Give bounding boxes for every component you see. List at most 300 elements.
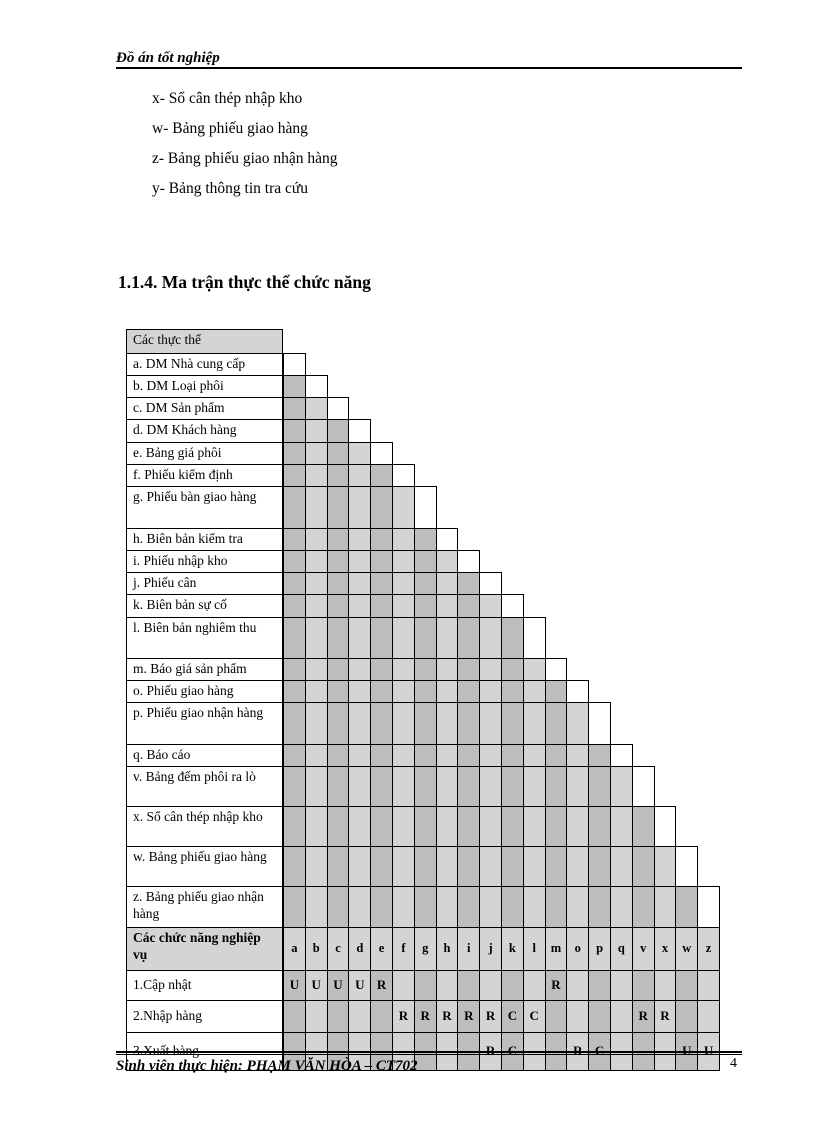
matrix-cell bbox=[327, 594, 350, 618]
matrix-cell bbox=[348, 806, 371, 847]
function-mark: U bbox=[311, 977, 321, 992]
matrix-cell bbox=[610, 806, 633, 847]
list-item: z- Bảng phiếu giao nhận hàng bbox=[152, 150, 338, 167]
matrix-cell bbox=[392, 658, 415, 681]
matrix-cell bbox=[436, 744, 459, 767]
matrix-cell bbox=[283, 528, 306, 551]
matrix-cell bbox=[436, 766, 459, 807]
matrix-cell bbox=[370, 594, 393, 618]
matrix-cell bbox=[566, 680, 589, 703]
matrix-cell bbox=[501, 806, 524, 847]
matrix-cell bbox=[610, 744, 633, 767]
matrix-cell bbox=[327, 658, 350, 681]
matrix-cell bbox=[305, 464, 328, 487]
matrix-cell bbox=[370, 658, 393, 681]
matrix-cell bbox=[370, 550, 393, 573]
matrix-cell bbox=[283, 846, 306, 887]
matrix-cell bbox=[392, 617, 415, 659]
column-header: a bbox=[283, 927, 306, 971]
matrix-cell bbox=[305, 766, 328, 807]
matrix-cell bbox=[305, 886, 328, 928]
matrix-cell bbox=[327, 846, 350, 887]
matrix-cell bbox=[501, 594, 524, 618]
matrix-cell bbox=[283, 442, 306, 465]
function-mark bbox=[370, 1000, 393, 1033]
matrix-cell bbox=[414, 744, 437, 767]
matrix-cell bbox=[327, 702, 350, 745]
matrix-cell bbox=[305, 397, 328, 420]
column-header: e bbox=[370, 927, 393, 971]
matrix-cell bbox=[414, 702, 437, 745]
matrix-cell bbox=[370, 528, 393, 551]
column-header: i bbox=[457, 927, 480, 971]
matrix-cell bbox=[632, 806, 655, 847]
function-mark: R bbox=[573, 1043, 583, 1058]
function-mark bbox=[566, 970, 589, 1001]
matrix-cell bbox=[457, 550, 480, 573]
matrix-cell bbox=[348, 846, 371, 887]
matrix-cell bbox=[545, 886, 568, 928]
function-mark: U bbox=[289, 977, 300, 992]
entity-row-label: w. Bảng phiếu giao hàng bbox=[126, 846, 283, 887]
matrix-cell bbox=[327, 528, 350, 551]
function-mark: R bbox=[420, 1008, 430, 1023]
matrix-cell bbox=[588, 766, 611, 807]
matrix-cell bbox=[479, 594, 502, 618]
footer-rule-thin bbox=[116, 1054, 742, 1055]
matrix-cell bbox=[457, 594, 480, 618]
matrix-cell bbox=[348, 594, 371, 618]
matrix-cell bbox=[392, 702, 415, 745]
matrix-cell bbox=[348, 658, 371, 681]
matrix-cell bbox=[327, 680, 350, 703]
matrix-cell bbox=[348, 572, 371, 595]
matrix-cell bbox=[305, 744, 328, 767]
matrix-cell bbox=[283, 572, 306, 595]
matrix-cell bbox=[523, 617, 546, 659]
entity-row-label: p. Phiếu giao nhận hàng bbox=[126, 702, 283, 745]
function-mark: U bbox=[682, 1043, 692, 1058]
matrix-cell bbox=[588, 886, 611, 928]
matrix-cell bbox=[414, 886, 437, 928]
matrix-cell bbox=[523, 702, 546, 745]
matrix-cell bbox=[501, 658, 524, 681]
matrix-cell bbox=[654, 846, 677, 887]
matrix-cell bbox=[305, 528, 328, 551]
matrix-cell bbox=[654, 886, 677, 928]
section-title: 1.1.4. Ma trận thực thể chức năng bbox=[118, 272, 371, 292]
matrix-cell bbox=[566, 806, 589, 847]
entity-row-label: q. Báo cáo bbox=[126, 744, 283, 767]
function-mark bbox=[501, 970, 524, 1001]
matrix-cell bbox=[566, 886, 589, 928]
column-header: g bbox=[414, 927, 437, 971]
function-mark bbox=[457, 970, 480, 1001]
matrix-cell bbox=[370, 766, 393, 807]
matrix-cell bbox=[523, 846, 546, 887]
function-mark bbox=[697, 1000, 720, 1033]
entity-row-label: v. Bảng đếm phôi ra lò bbox=[126, 766, 283, 807]
matrix-cell bbox=[370, 680, 393, 703]
matrix-cell bbox=[283, 375, 306, 398]
matrix-cell bbox=[327, 617, 350, 659]
matrix-cell bbox=[348, 702, 371, 745]
function-mark bbox=[283, 1000, 306, 1033]
matrix-cell bbox=[436, 886, 459, 928]
matrix-cell bbox=[414, 806, 437, 847]
matrix-cell bbox=[675, 886, 698, 928]
matrix-cell bbox=[370, 486, 393, 529]
matrix-cell bbox=[305, 617, 328, 659]
entity-row-label: c. DM Sản phẩm bbox=[126, 397, 283, 420]
matrix-cell bbox=[327, 550, 350, 573]
matrix-cell bbox=[479, 806, 502, 847]
page-number: 4 bbox=[730, 1056, 737, 1071]
matrix-cell bbox=[283, 766, 306, 807]
matrix-cell bbox=[523, 680, 546, 703]
matrix-cell bbox=[414, 680, 437, 703]
list-item: y- Bảng thông tin tra cứu bbox=[152, 180, 309, 197]
matrix-cell bbox=[283, 550, 306, 573]
functions-header-label: Các chức năng nghiệp vụ bbox=[126, 927, 283, 971]
function-mark: C bbox=[594, 1043, 605, 1058]
matrix-cell bbox=[392, 528, 415, 551]
matrix-cell bbox=[348, 766, 371, 807]
matrix-cell bbox=[654, 806, 677, 847]
matrix-cell bbox=[327, 464, 350, 487]
matrix-cell bbox=[370, 846, 393, 887]
matrix-cell bbox=[392, 886, 415, 928]
matrix-cell bbox=[414, 528, 437, 551]
matrix-cell bbox=[392, 766, 415, 807]
matrix-cell bbox=[523, 744, 546, 767]
matrix-cell bbox=[501, 617, 524, 659]
matrix-cell bbox=[283, 353, 306, 376]
function-mark: R bbox=[464, 1008, 474, 1023]
matrix-cell bbox=[392, 464, 415, 487]
column-header: k bbox=[501, 927, 524, 971]
matrix-cell bbox=[348, 486, 371, 529]
matrix-cell bbox=[632, 766, 655, 807]
matrix-cell bbox=[457, 886, 480, 928]
matrix-cell bbox=[523, 886, 546, 928]
matrix-cell bbox=[610, 846, 633, 887]
matrix-cell bbox=[327, 572, 350, 595]
list-item: x- Sổ cân thép nhập kho bbox=[152, 90, 303, 107]
function-mark: R bbox=[551, 977, 561, 992]
matrix-cell bbox=[305, 658, 328, 681]
matrix-cell bbox=[327, 397, 350, 420]
matrix-cell bbox=[501, 886, 524, 928]
matrix-cell bbox=[457, 806, 480, 847]
matrix-cell bbox=[588, 806, 611, 847]
entity-row-label: a. DM Nhà cung cấp bbox=[126, 353, 283, 376]
function-row-label: 2.Nhập hàng bbox=[126, 1000, 283, 1033]
function-mark: R bbox=[376, 977, 387, 992]
matrix-cell bbox=[305, 702, 328, 745]
matrix-cell bbox=[283, 658, 306, 681]
matrix-cell bbox=[305, 550, 328, 573]
matrix-cell bbox=[327, 886, 350, 928]
matrix-cell bbox=[436, 846, 459, 887]
matrix-cell bbox=[392, 550, 415, 573]
matrix-cell bbox=[283, 617, 306, 659]
matrix-cell bbox=[436, 550, 459, 573]
matrix-cell bbox=[479, 658, 502, 681]
matrix-cell bbox=[392, 680, 415, 703]
matrix-cell bbox=[305, 419, 328, 443]
entity-row-label: l. Biên bản nghiêm thu bbox=[126, 617, 283, 659]
function-mark bbox=[588, 1000, 611, 1033]
matrix-cell bbox=[566, 702, 589, 745]
matrix-cell bbox=[392, 486, 415, 529]
matrix-cell bbox=[632, 886, 655, 928]
matrix-cell bbox=[283, 486, 306, 529]
entity-row-label: o. Phiếu giao hàng bbox=[126, 680, 283, 703]
matrix-cell bbox=[283, 464, 306, 487]
function-mark bbox=[327, 1000, 350, 1033]
column-header: h bbox=[436, 927, 459, 971]
matrix-cell bbox=[457, 680, 480, 703]
matrix-cell bbox=[479, 680, 502, 703]
entity-row-label: b. DM Loại phôi bbox=[126, 375, 283, 398]
matrix-cell bbox=[370, 702, 393, 745]
matrix-cell bbox=[479, 766, 502, 807]
matrix-cell bbox=[348, 419, 371, 443]
matrix-cell bbox=[436, 680, 459, 703]
column-header: x bbox=[654, 927, 677, 971]
matrix-cell bbox=[501, 680, 524, 703]
matrix-cell bbox=[348, 442, 371, 465]
entity-row-label: j. Phiếu cân bbox=[126, 572, 283, 595]
matrix-cell bbox=[566, 766, 589, 807]
matrix-cell bbox=[348, 550, 371, 573]
matrix-cell bbox=[283, 594, 306, 618]
matrix-cell bbox=[501, 702, 524, 745]
entity-row-label: m. Báo giá sản phẩm bbox=[126, 658, 283, 681]
matrix-cell bbox=[370, 806, 393, 847]
matrix-cell bbox=[392, 572, 415, 595]
matrix-cell bbox=[414, 658, 437, 681]
matrix-cell bbox=[545, 744, 568, 767]
function-mark bbox=[610, 1000, 633, 1033]
matrix-cell bbox=[436, 617, 459, 659]
matrix-cell bbox=[545, 766, 568, 807]
matrix-cell bbox=[501, 766, 524, 807]
column-header: m bbox=[545, 927, 568, 971]
matrix-cell bbox=[414, 846, 437, 887]
function-mark bbox=[392, 970, 415, 1001]
function-mark bbox=[588, 970, 611, 1001]
matrix-cell bbox=[327, 486, 350, 529]
function-mark: R bbox=[442, 1008, 452, 1023]
matrix-cell bbox=[436, 658, 459, 681]
matrix-cell bbox=[436, 594, 459, 618]
matrix-cell bbox=[283, 680, 306, 703]
matrix-cell bbox=[370, 886, 393, 928]
function-mark: C bbox=[507, 1043, 518, 1058]
matrix-cell bbox=[348, 464, 371, 487]
matrix-cell bbox=[588, 846, 611, 887]
function-mark: R bbox=[485, 1043, 496, 1058]
column-header: f bbox=[392, 927, 415, 971]
matrix-cell bbox=[457, 744, 480, 767]
entity-row-label: d. DM Khách hàng bbox=[126, 419, 283, 443]
column-header: z bbox=[697, 927, 720, 971]
matrix-cell bbox=[283, 397, 306, 420]
matrix-cell bbox=[370, 617, 393, 659]
function-mark bbox=[348, 1000, 371, 1033]
matrix-cell bbox=[283, 886, 306, 928]
matrix-cell bbox=[457, 766, 480, 807]
matrix-cell bbox=[675, 846, 698, 887]
matrix-cell bbox=[414, 572, 437, 595]
function-mark bbox=[632, 970, 655, 1001]
function-mark bbox=[566, 1000, 589, 1033]
matrix-cell bbox=[305, 846, 328, 887]
matrix-cell bbox=[414, 486, 437, 529]
matrix-cell bbox=[283, 806, 306, 847]
column-header: v bbox=[632, 927, 655, 971]
column-header: b bbox=[305, 927, 328, 971]
matrix-cell bbox=[457, 846, 480, 887]
matrix-cell bbox=[348, 617, 371, 659]
matrix-cell bbox=[588, 744, 611, 767]
matrix-cell bbox=[370, 442, 393, 465]
column-header: q bbox=[610, 927, 633, 971]
matrix-cell bbox=[436, 806, 459, 847]
matrix-cell bbox=[523, 658, 546, 681]
matrix-cell bbox=[457, 658, 480, 681]
matrix-cell bbox=[392, 806, 415, 847]
matrix-cell bbox=[457, 617, 480, 659]
function-mark bbox=[675, 1000, 698, 1033]
matrix-cell bbox=[479, 846, 502, 887]
column-header: j bbox=[479, 927, 502, 971]
matrix-cell bbox=[348, 528, 371, 551]
matrix-cell bbox=[479, 702, 502, 745]
matrix-cell bbox=[305, 486, 328, 529]
function-mark: R bbox=[485, 1008, 496, 1023]
function-mark bbox=[610, 970, 633, 1001]
matrix-cell bbox=[545, 806, 568, 847]
column-header: l bbox=[523, 927, 546, 971]
function-mark bbox=[654, 970, 677, 1001]
matrix-cell bbox=[479, 744, 502, 767]
entity-row-label: x. Sổ cân thép nhập kho bbox=[126, 806, 283, 847]
column-header: c bbox=[327, 927, 350, 971]
document-header-title: Đồ án tốt nghiệp bbox=[116, 50, 220, 66]
entity-row-label: g. Phiếu bàn giao hàng bbox=[126, 486, 283, 529]
matrix-cell bbox=[414, 766, 437, 807]
matrix-cell bbox=[697, 886, 720, 928]
function-mark: R bbox=[638, 1008, 648, 1023]
matrix-cell bbox=[414, 594, 437, 618]
entity-row-label: i. Phiếu nhập kho bbox=[126, 550, 283, 573]
matrix-cell bbox=[479, 886, 502, 928]
matrix-cell bbox=[610, 886, 633, 928]
matrix-cell bbox=[327, 806, 350, 847]
matrix-cell bbox=[545, 702, 568, 745]
matrix-cell bbox=[392, 846, 415, 887]
function-mark: U bbox=[355, 977, 365, 992]
matrix-cell bbox=[501, 744, 524, 767]
matrix-cell bbox=[479, 617, 502, 659]
function-row-label: 1.Cập nhật bbox=[126, 970, 283, 1001]
matrix-cell bbox=[436, 702, 459, 745]
function-mark bbox=[414, 970, 437, 1001]
matrix-cell bbox=[457, 572, 480, 595]
entity-row-label: h. Biên bản kiểm tra bbox=[126, 528, 283, 551]
column-header: o bbox=[566, 927, 589, 971]
matrix-cell bbox=[370, 464, 393, 487]
matrix-cell bbox=[305, 442, 328, 465]
matrix-cell bbox=[436, 528, 459, 551]
matrix-cell bbox=[327, 744, 350, 767]
matrix-cell bbox=[305, 594, 328, 618]
matrix-cell bbox=[348, 886, 371, 928]
function-mark: C bbox=[507, 1008, 518, 1023]
matrix-cell bbox=[392, 594, 415, 618]
function-mark bbox=[545, 1000, 568, 1033]
matrix-cell bbox=[588, 702, 611, 745]
matrix-cell bbox=[610, 766, 633, 807]
function-mark: R bbox=[660, 1008, 670, 1023]
column-header: d bbox=[348, 927, 371, 971]
function-row-label: 3.Xuất hàng bbox=[126, 1032, 283, 1071]
function-mark: C bbox=[529, 1008, 539, 1023]
matrix-cell bbox=[283, 702, 306, 745]
matrix-cell bbox=[523, 806, 546, 847]
entity-row-label: z. Bảng phiếu giao nhận hàng bbox=[126, 886, 283, 928]
entity-row-label: e. Bảng giá phôi bbox=[126, 442, 283, 465]
column-header: w bbox=[675, 927, 698, 971]
footer-author: Sinh viên thực hiện: PHẠM VĂN HÒA – CT702 bbox=[116, 1058, 418, 1074]
matrix-cell bbox=[283, 744, 306, 767]
function-mark bbox=[479, 970, 502, 1001]
matrix-header-label: Các thực thể bbox=[126, 329, 283, 354]
matrix-cell bbox=[632, 846, 655, 887]
function-mark: U bbox=[333, 977, 343, 992]
matrix-cell bbox=[501, 846, 524, 887]
footer-rule bbox=[116, 1051, 742, 1053]
matrix-cell bbox=[545, 658, 568, 681]
matrix-cell bbox=[327, 419, 350, 443]
function-mark bbox=[523, 970, 546, 1001]
matrix-cell bbox=[566, 744, 589, 767]
matrix-cell bbox=[436, 572, 459, 595]
function-mark bbox=[697, 970, 720, 1001]
matrix-cell bbox=[305, 806, 328, 847]
matrix-cell bbox=[327, 442, 350, 465]
matrix-cell bbox=[457, 702, 480, 745]
matrix-cell bbox=[305, 375, 328, 398]
entity-row-label: f. Phiếu kiểm định bbox=[126, 464, 283, 487]
function-mark: R bbox=[398, 1008, 409, 1023]
matrix-cell bbox=[370, 744, 393, 767]
matrix-cell bbox=[327, 766, 350, 807]
matrix-cell bbox=[545, 846, 568, 887]
matrix-cell bbox=[305, 680, 328, 703]
matrix-cell bbox=[283, 419, 306, 443]
column-header: p bbox=[588, 927, 611, 971]
function-mark: U bbox=[703, 1043, 714, 1058]
matrix-cell bbox=[370, 572, 393, 595]
matrix-cell bbox=[305, 572, 328, 595]
matrix-cell bbox=[566, 846, 589, 887]
matrix-cell bbox=[523, 766, 546, 807]
matrix-cell bbox=[348, 744, 371, 767]
